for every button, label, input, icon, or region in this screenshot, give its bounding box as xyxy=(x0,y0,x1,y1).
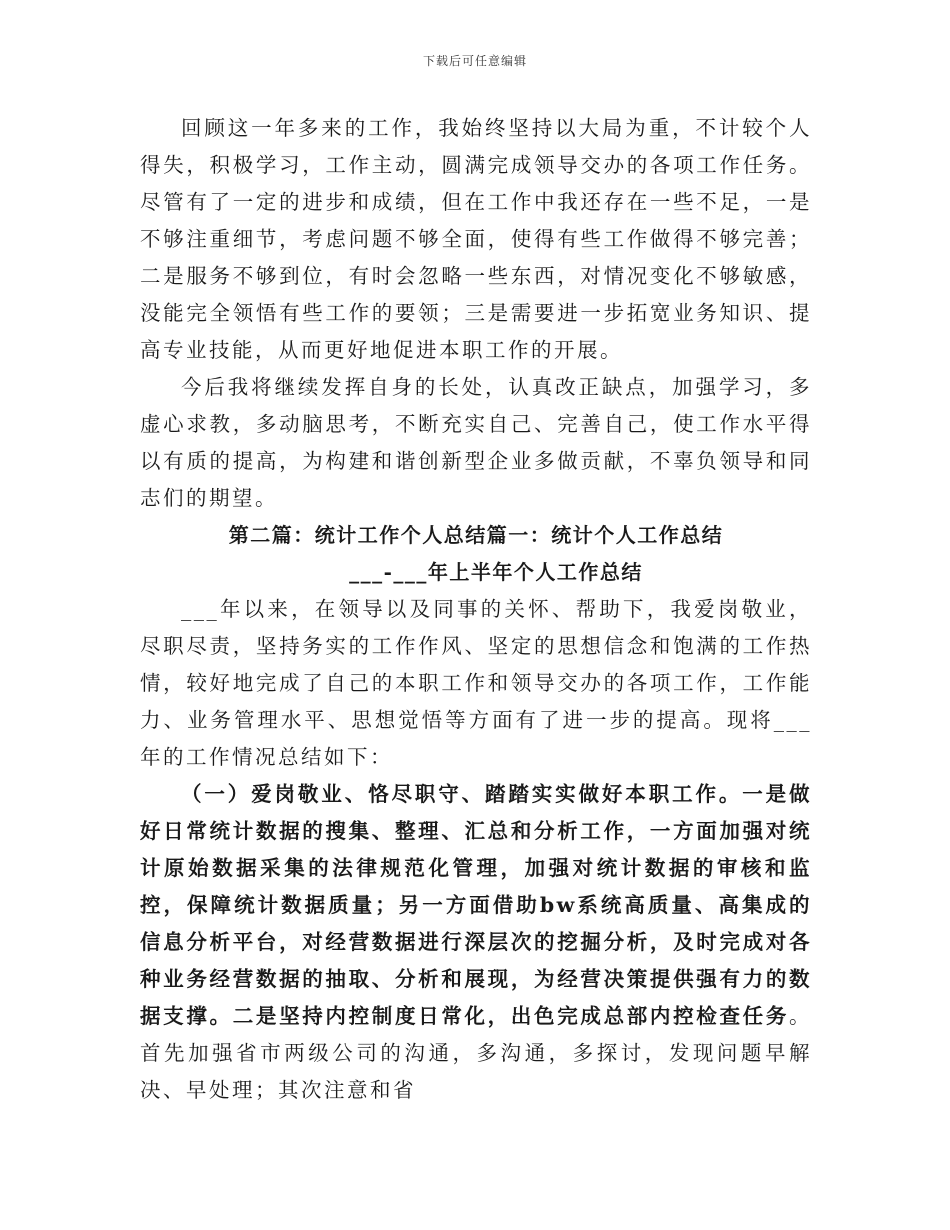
paragraph-future-plan: 今后我将继续发挥自身的长处，认真改正缺点，加强学习，多虚心求教，多动脑思考，不断充实自己、完善自己，使工作水平得以有质的提高，为构建和谐创新型企业多做贡献，不辜负领导和同志们的期望。 xyxy=(140,375,812,510)
document-body xyxy=(140,110,812,1109)
paragraph-review: 回顾这一年多来的工作，我始终坚持以大局为重，不计较个人得失，积极学习，工作主动，圆满完成领导交办的各项工作任务。尽管有了一定的进步和成绩，但在工作中我还存在一些不足，一是不够注重细节，考虑问题不够全面，使得有些工作做得不够完善；二是服务不够到位，有时会忽略一些东西，对情况变化不够敏感，没能完全领悟有些工作的要领；三是需要进一步拓宽业务知识、提高专业技能，从而更好地促进本职工作的开展。 xyxy=(140,116,812,362)
paragraph-item-one-normal: 。首先加强省市两级公司的沟通，多沟通，多探讨，发现问题早解决、早处理；其次注意和省 xyxy=(140,1004,812,1102)
paragraph-item-one-bold: （一）爱岗敬业、恪尽职守、踏踏实实做好本职工作。一是做好日常统计数据的搜集、整理、汇总和分析工作，一方面加强对统计原始数据采集的法律规范化管理，加强对统计数据的审核和监控，保障统计数据质量；另一方面借助bw系统高质量、高集成的信息分析平台，对经营数据进行深层次的挖掘分析，及时完成对各种业务经营数据的抽取、分析和展现，为经营决策提供强有力的数据支撑。二是坚持内控制度日常化，出色完成总部内控检查任务 xyxy=(140,782,812,1028)
page-header-note: 下载后可任意编辑 xyxy=(422,54,527,68)
section-subtitle: ___-___年上半年个人工作总结 xyxy=(349,560,643,584)
section-title: 第二篇：统计工作个人总结篇一：统计个人工作总结 xyxy=(228,523,724,547)
paragraph-item-one xyxy=(140,776,812,1109)
paragraph-intro: ___年以来，在领导以及同事的关怀、帮助下，我爱岗敬业，尽职尽责，坚持务实的工作作风、坚定的思想信念和饱满的工作热情，较好地完成了自己的本职工作和领导交办的各项工作，工作能力、业务管理水平、思想觉悟等方面有了进一步的提高。现将___年的工作情况总结如下： xyxy=(140,597,812,769)
